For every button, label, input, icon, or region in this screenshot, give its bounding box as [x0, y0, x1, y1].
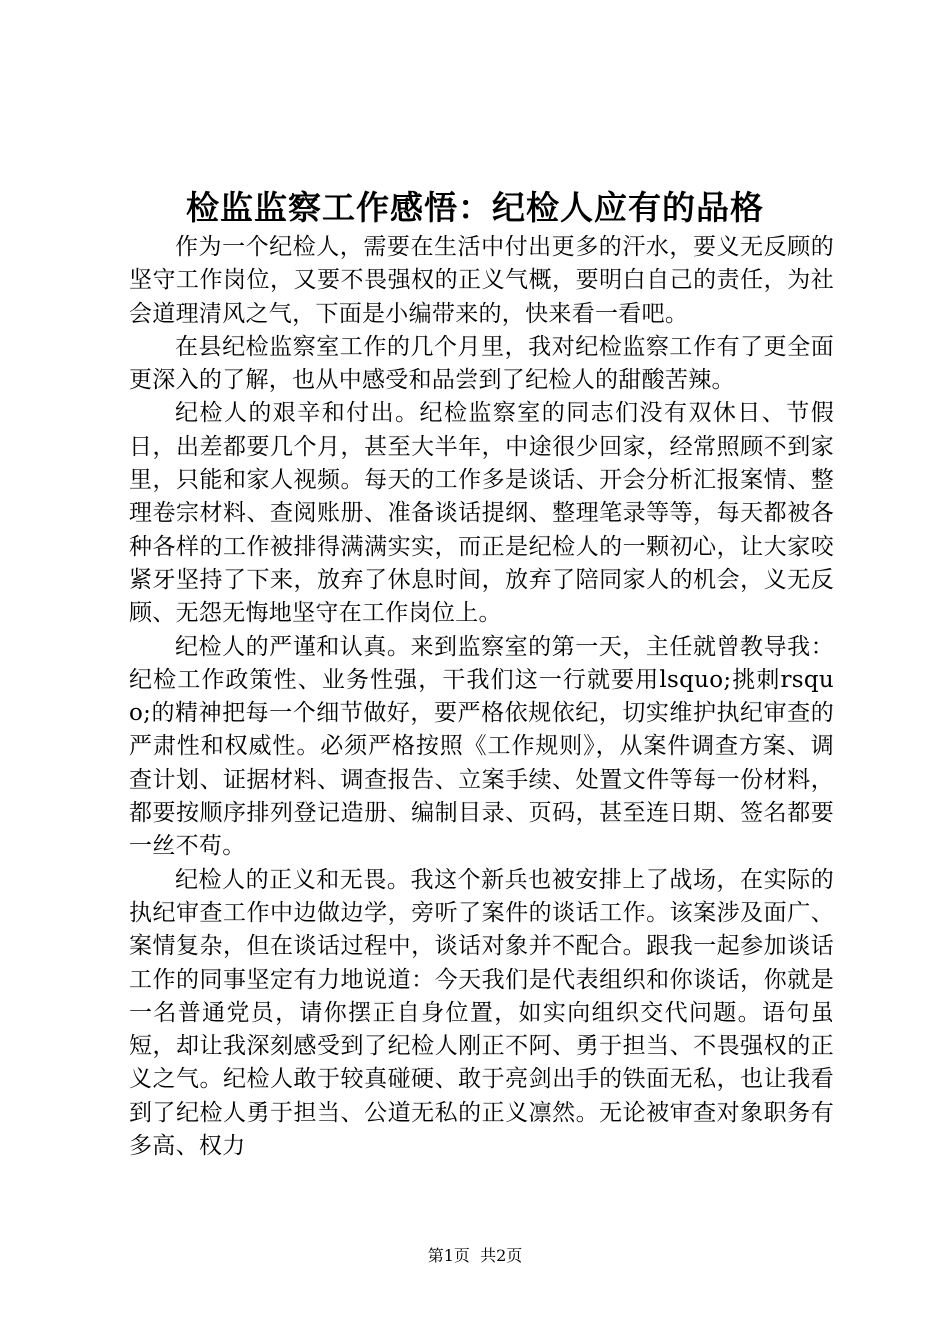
- paragraph-hardship: 纪检人的艰辛和付出。纪检监察室的同志们没有双休日、节假日，出差都要几个月，甚至大半年，中途很少回家，经常照顾不到家里，只能和家人视频。每天的工作多是谈话、开会分析汇报案情、整理卷宗材料、查阅账册、准备谈话提纲、整理笔录等等，每天都被各种各样的工作被排得满满实实，而正是纪检人的一颗初心，让大家咬紧牙坚持了下来，放弃了休息时间，放弃了陪同家人的机会，义无反顾、无怨无悔地坚守在工作岗位上。: [129, 400, 834, 627]
- paragraph-rigor: 纪检人的严谨和认真。来到监察室的第一天，主任就曾教导我：纪检工作政策性、业务性强，干我们这一行就要用lsquo;挑刺rsquo;的精神把每一个细节做好，要严格依规依纪，切实维护执纪审查的严肃性和权威性。必须严格按照《工作规则》，从案件调查方案、调查计划、证据材料、调查报告、立案手续、处置文件等每一份材料，都要按顺序排列登记造册、编制目录、页码，甚至连日期、签名都要一丝不苟。: [129, 633, 834, 860]
- document-body: [129, 231, 834, 1163]
- document-title: 检监监察工作感悟：纪检人应有的品格: [186, 188, 764, 227]
- page-number-footer: 第1页 共2页: [427, 1246, 523, 1265]
- paragraph-justice: 纪检人的正义和无畏。我这个新兵也被安排上了战场，在实际的执纪审查工作中边做边学，旁听了案件的谈话工作。该案涉及面广、案情复杂，但在谈话过程中，谈话对象并不配合。跟我一起参加谈话工作的同事坚定有力地说道：今天我们是代表组织和你谈话，你就是一名普通党员，请你摆正自身位置，如实向组织交代问题。语句虽短，却让我深刻感受到了纪检人刚正不阿、勇于担当、不畏强权的正义之气。纪检人敢于较真碰硬、敢于亮剑出手的铁面无私，也让我看到了纪检人勇于担当、公道无私的正义凛然。无论被审查对象职务有多高、权力: [129, 866, 834, 1160]
- paragraph-intro: 作为一个纪检人，需要在生活中付出更多的汗水，要义无反顾的坚守工作岗位，又要不畏强权的正义气概，要明白自己的责任，为社会道理清风之气，下面是小编带来的，快来看一看吧。: [129, 234, 834, 327]
- paragraph-overview: 在县纪检监察室工作的几个月里，我对纪检监察工作有了更全面更深入的了解，也从中感受和品尝到了纪检人的甜酸苦辣。: [129, 333, 834, 394]
